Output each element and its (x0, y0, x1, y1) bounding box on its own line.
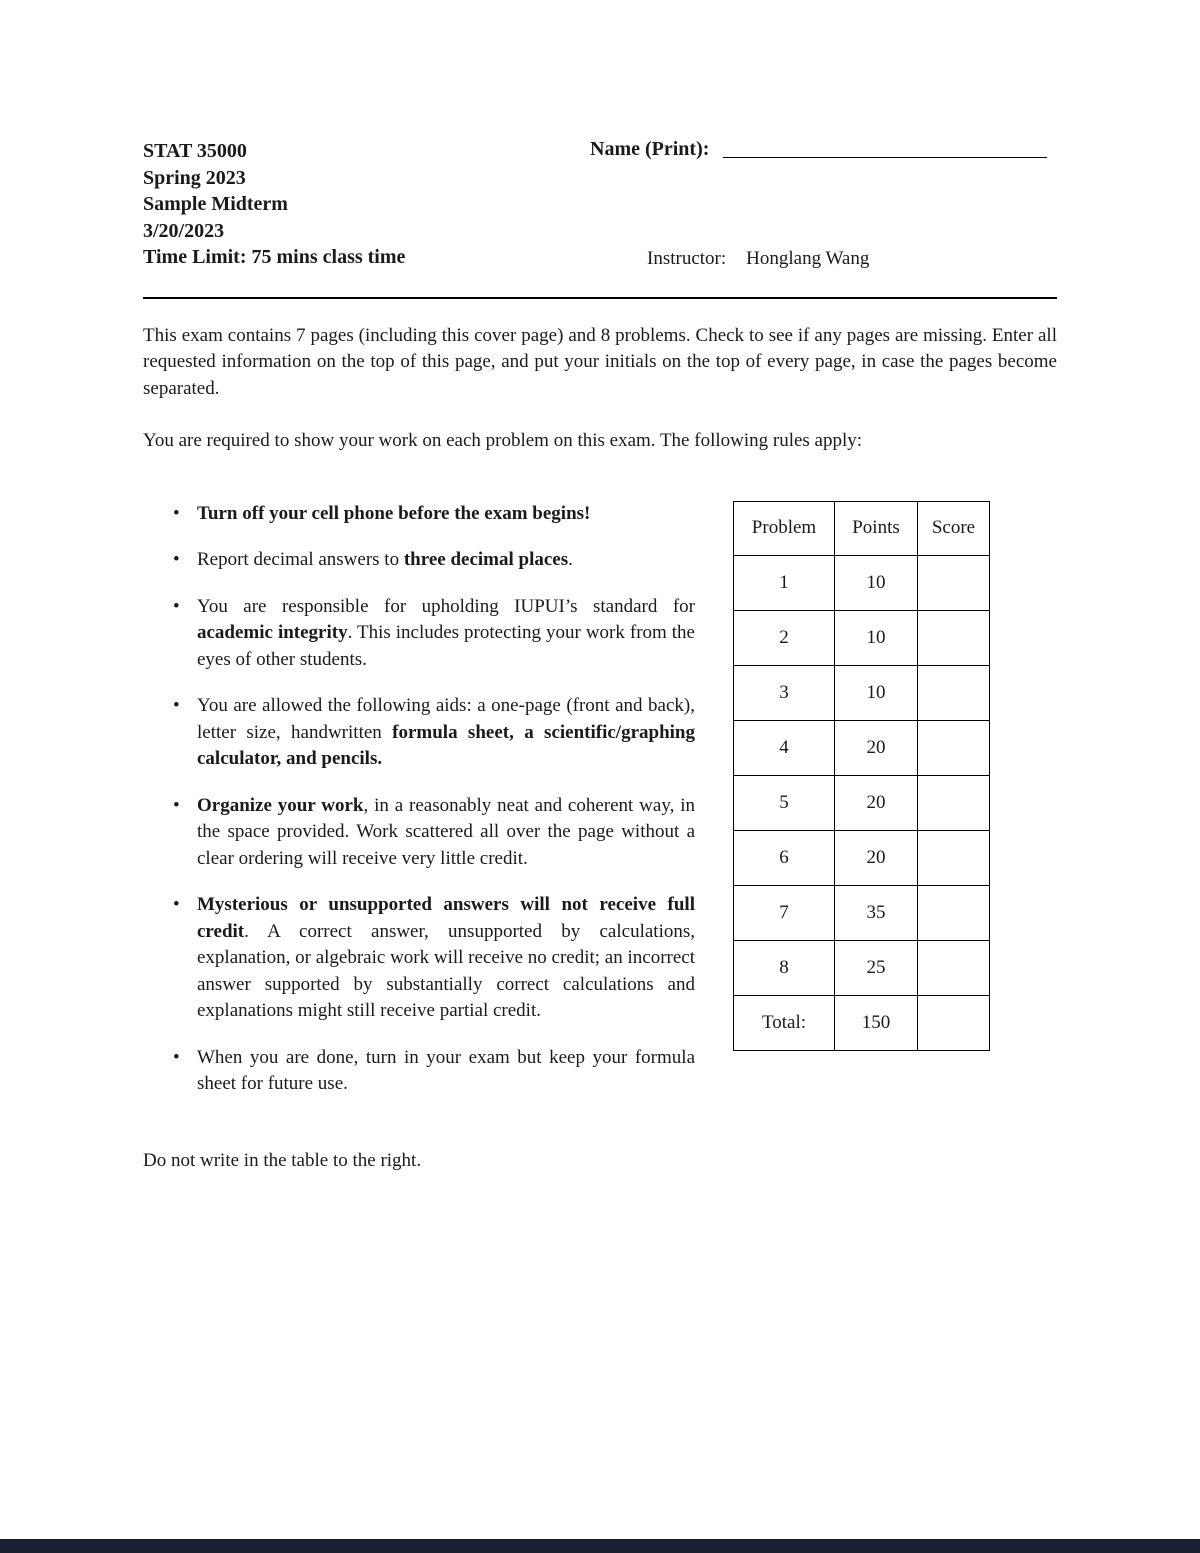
points-cell: 20 (835, 775, 918, 830)
intro-paragraph-2: You are required to show your work on each problem on this exam. The following rules apply: (143, 430, 863, 451)
instructor-label: Instructor: (647, 248, 727, 269)
score-cell (918, 665, 990, 720)
rule-text-segment: formula sheet, a scientific/graphing calculator, and pencils. (197, 721, 695, 769)
score-table-row (734, 995, 990, 1050)
score-cell (918, 830, 990, 885)
score-table-row (734, 885, 990, 940)
course-code: STAT 35000 (143, 140, 247, 162)
rule-text-segment: academic integrity (197, 622, 348, 643)
score-table-row (734, 720, 990, 775)
rule-item (173, 594, 695, 674)
score-table-row (734, 665, 990, 720)
score-cell (918, 555, 990, 610)
score-table-row (734, 940, 990, 995)
score-table (733, 501, 990, 1051)
problem-cell: 7 (734, 885, 835, 940)
points-cell: 10 (835, 555, 918, 610)
score-table-row (734, 555, 990, 610)
rule-item (173, 547, 695, 574)
rule-item (173, 693, 695, 773)
rule-text-segment: . (568, 549, 573, 570)
points-cell: 10 (835, 610, 918, 665)
score-cell (918, 610, 990, 665)
header-divider (143, 297, 1057, 299)
points-cell: 20 (835, 830, 918, 885)
points-cell: 25 (835, 940, 918, 995)
exam-title: Sample Midterm (143, 193, 288, 215)
score-table-row (734, 610, 990, 665)
problem-cell: 4 (734, 720, 835, 775)
intro-paragraph-1: This exam contains 7 pages (including this cover page) and 8 problems. Check to see if any pages are missing. Enter all requested information on the top of this page, and put your initials on the top of every page, in case the pages become separated. (143, 324, 1057, 399)
rule-text-segment: , in a reasonably neat and coherent way, in the space provided. Work scattered all over the page without a clear ordering will receive very little credit. (197, 794, 695, 869)
score-cell (918, 940, 990, 995)
score-table-row (734, 830, 990, 885)
do-not-write-note: Do not write in the table to the right. (143, 1149, 422, 1171)
rules-and-table (143, 501, 1057, 1118)
problem-cell: 2 (734, 610, 835, 665)
score-table-body (734, 555, 990, 1050)
instructor-row (590, 248, 1057, 270)
rule-item (173, 1045, 695, 1098)
rule-text-segment: Turn off your cell phone before the exam begins! (197, 502, 591, 524)
score-table-header-cell: Problem (734, 501, 835, 555)
time-limit: Time Limit: 75 mins class time (143, 246, 406, 268)
bottom-bar (0, 1539, 1200, 1553)
term: Spring 2023 (143, 166, 246, 189)
problem-cell: 6 (734, 830, 835, 885)
rule-text-segment: three decimal places (403, 549, 569, 570)
name-row (590, 138, 1057, 161)
rule-text-segment: You are responsible for upholding IUPUI’s standard for (197, 595, 695, 617)
problem-cell: 5 (734, 775, 835, 830)
problem-cell: Total: (734, 995, 835, 1050)
instructor-name: Honglang Wang (746, 248, 870, 269)
points-cell: 150 (835, 995, 918, 1050)
score-table-row (734, 775, 990, 830)
exam-header (143, 138, 1057, 271)
rule-text-segment: . A correct answer, unsupported by calculations, explanation, or algebraic work will receive no credit; an incorrect answer supported by substantially correct calculations and explanations might still receive partial credit. (197, 920, 695, 1021)
rule-item (173, 501, 695, 528)
score-table-header-row (734, 501, 990, 555)
page-content (143, 138, 1057, 1191)
rule-text-segment: Organize your work (197, 794, 364, 816)
points-cell: 35 (835, 885, 918, 940)
score-table-wrap (733, 501, 990, 1051)
exam-header-left (143, 138, 590, 271)
problem-cell: 3 (734, 665, 835, 720)
points-cell: 20 (835, 720, 918, 775)
score-cell (918, 885, 990, 940)
score-table-header-cell: Score (918, 501, 990, 555)
name-blank-line (723, 156, 1047, 158)
points-cell: 10 (835, 665, 918, 720)
rule-item (173, 892, 695, 1025)
exam-header-right (590, 138, 1057, 270)
problem-cell: 8 (734, 940, 835, 995)
rule-text-segment: . This includes protecting your work from the eyes of other students. (197, 622, 695, 670)
rule-item (173, 793, 695, 873)
rules-list (173, 501, 695, 1118)
rule-text-segment: You are allowed the following aids: a one-page (front and back), letter size, handwritten (197, 695, 695, 743)
rule-text-segment: Mysterious or unsupported answers will not receive full credit (197, 894, 695, 942)
name-label: Name (Print): (590, 138, 710, 160)
score-cell (918, 720, 990, 775)
score-cell (918, 775, 990, 830)
rule-text-segment: When you are done, turn in your exam but keep your formula sheet for future use. (197, 1046, 695, 1094)
rule-text-segment: Report decimal answers to (197, 549, 404, 570)
problem-cell: 1 (734, 555, 835, 610)
score-cell (918, 995, 990, 1050)
score-table-header-cell: Points (835, 501, 918, 555)
exam-date: 3/20/2023 (143, 219, 225, 242)
